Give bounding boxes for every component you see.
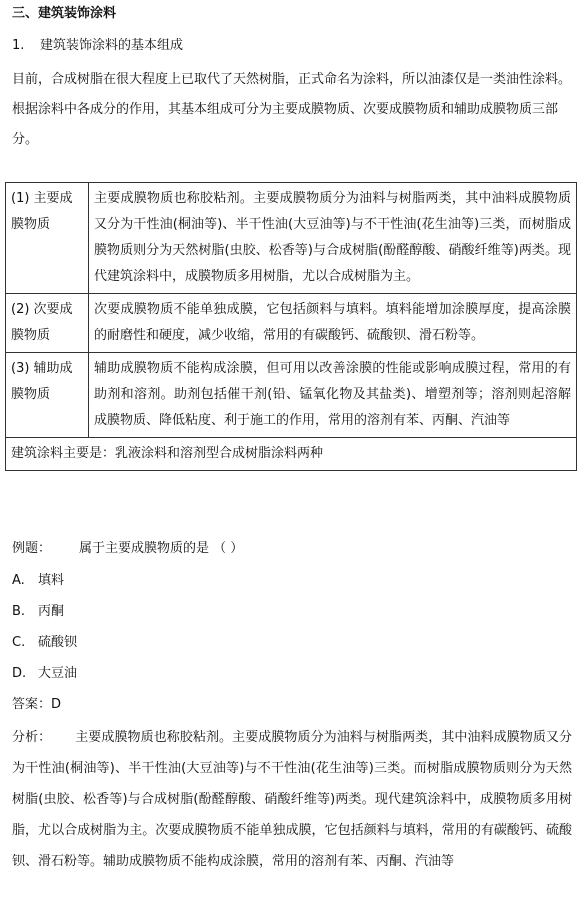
option-text: 丙酮 [38,604,65,619]
table-row [6,294,577,353]
row-label: (2) 次要成膜物质 [6,294,89,353]
intro-paragraph: 目前，合成树脂在很大程度上已取代了天然树脂，正式命名为涂料，所以油漆仅是一类油性涂料。根据涂料中各成分的作用，其基本组成可分为主要成膜物质、次要成膜物质和辅助成膜物质三部分。 [12,72,572,147]
option-letter: D. [12,666,27,681]
table-row [6,183,577,294]
row-description: 辅助成膜物质不能构成涂膜，但可用以改善涂膜的性能或影响成膜过程，常用的有助剂和溶剂。助剂包括催干剂(铅、锰氧化物及其盐类)、增塑剂等；溶剂则起溶解成膜物质、降低粘度、利于施工的作用，常用的溶剂有苯、丙酮、汽油等 [89,353,577,438]
row-description: 次要成膜物质不能单独成膜，它包括颜料与填料。填料能增加涂膜厚度，提高涂膜的耐磨性和硬度，减少收缩，常用的有碳酸钙、硫酸钡、滑石粉等。 [89,294,577,353]
analysis-label: 分析： [12,730,52,745]
row-label: (3) 辅助成膜物质 [6,353,89,438]
option-c [12,632,77,654]
option-letter: B. [12,604,26,619]
composition-table [5,182,577,471]
question-text: 属于主要成膜物质的是 （ ） [79,541,244,556]
option-b [12,601,64,623]
subsection-title [12,35,183,57]
option-letter: C. [12,635,26,650]
option-text: 填料 [38,573,65,588]
option-letter: A. [12,573,25,588]
example-label: 例题： [12,541,52,556]
table-footer: 建筑涂料主要是：乳液涂料和溶剂型合成树脂涂料两种 [6,438,577,471]
table-row [6,353,577,438]
row-description: 主要成膜物质也称胶粘剂。主要成膜物质分为油料与树脂两类，其中油料成膜物质又分为干性油(桐油等)、半干性油(大豆油等)与不干性油(花生油等)三类，而树脂成膜物质则分为天然树脂(虫胶、松香等)与合成树脂(酚醛醇酸、硝酸纤维等)两类。现代建筑涂料中，成膜物质多用树脂，尤以合成树脂为主。 [89,183,577,294]
subsection-title-text: 建筑装饰涂料的基本组成 [40,38,184,53]
option-a [12,570,64,592]
subsection-number: 1. [12,38,25,53]
option-d [12,663,77,685]
option-text: 硫酸钡 [38,635,78,650]
answer-line: 答案：D [12,697,62,712]
section-heading: 三、建筑装饰涂料 [12,6,117,21]
example-question [12,538,243,560]
analysis-paragraph [12,722,572,877]
table-footer-row [6,438,577,471]
row-label: (1) 主要成膜物质 [6,183,89,294]
option-text: 大豆油 [38,666,78,681]
analysis-text: 主要成膜物质也称胶粘剂。主要成膜物质分为油料与树脂两类，其中油料成膜物质又分为干性油(桐油等)、半干性油(大豆油等)与不干性油(花生油等)三类。而树脂成膜物质则分为天然树脂(虫胶、松香等)与合成树脂(酚醛醇酸、硝酸纤维等)两类。现代建筑涂料中，成膜物质多用树脂，尤以合成树脂为主。次要成膜物质不能单独成膜，它包括颜料与填料，常用的有碳酸钙、硫酸钡、滑石粉等。辅助成膜物质不能构成涂膜，常用的溶剂有苯、丙酮、汽油等 [12,730,572,869]
